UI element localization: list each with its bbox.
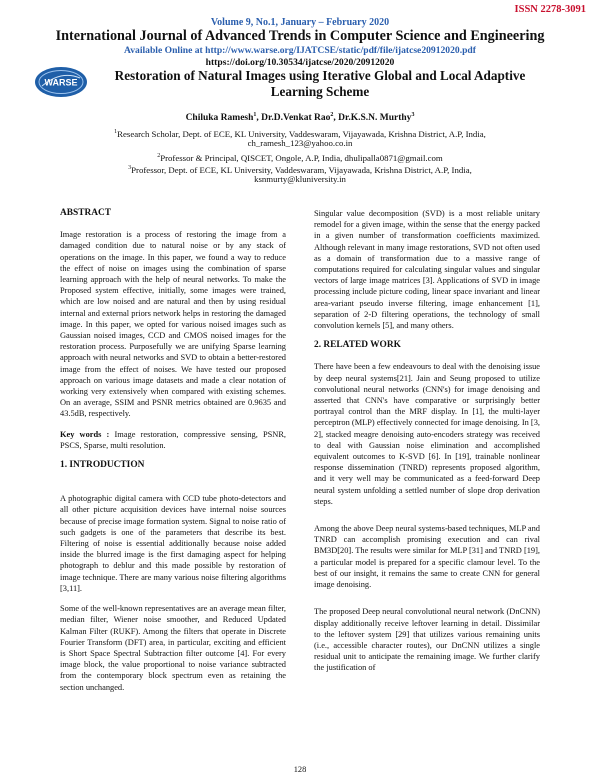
journal-title: International Journal of Advanced Trends in Computer Science and Engineering [55,28,545,44]
affiliation-1: $^1$Research Scholar, Dept. of ECE, KL University, Vaddeswaram, Vijayawada, Krishna District, A.P, India, [114,128,486,139]
keywords-text: Image restoration, compressive sensing, PSNR, PSCS, Sparse, multi resolution. [60,429,286,450]
abstract-text: Image restoration is a process of restoring the image from a damaged condition due to natural noise or by any stack of operations on the image. In this paper, we found a way to reduce the effect of noise on images using the combination of sparse learning approach with the help of neural networks. To make the Proposed system effective, initially, some images were trained, which are low noised and are natural and then by using residual internal and external priors network helps in restoring the damaged image. In this paper, we opted for various noised images such as Gaussian noised images, CCD and CMOS noised images for the restoration process. Purposefully we are unifying Sparse learning approach with neural networks and SVD to obtain a better-restored image from the effect of noises. We have tested our proposed approach on various image datasets and made a clear notation of working very extensively when compared with existing schemes. On an average, SSIM and PSNR metrics obtained are 0.9635 and 43.5dB, respectively. [60,230,286,419]
keywords [60,429,286,451]
affiliation-3: $^3$Professor, Dept. of ECE, KL University, Vaddeswaram, Vijayawada, Krishna District, A.P, India, [128,164,472,175]
svd-paragraph: Singular value decomposition (SVD) is a most reliable unitary remodel for a given image, within the sense that the energy packed in a given number of transformation coefficients maximized. Although relevant in many image restorations, SVD not often used as a domain of transformation due to a massive range of computations required for calculating singular values and singular vectors of large image matrices [3]. Applications of SVD in image processing include picture coding, linear space invariant and linear area-variant pseudo inverse filtering, image enhancement [1], separation of 2-D filtering operations, the technology of small convolution kernels [5], and many others. [314,209,540,331]
left-column [60,208,286,702]
paper-title-line2: Learning Scheme [270,84,370,99]
related-paragraph-1: There have been a few endeavours to deal with the denoising issue by deep neural systems[21]. Jain and Seung proposed to utilize convolutional neural networks (CNN's) for image denoising and asserted that CNN's have comparative or surprisingly better portrayal control than the MRF display. In [1], the multi-layer perceptron (MLP) effectively connected for image denoising. In [3, 2], stacked meagre denoising auto-encoders strategy was received to deal with Gaussian noise elimination and accomplished equivalent outcomes to K-SVD [6]. In [19], trainable nonlinear response dissemination (TNRD) represents proposed algorithm, and it very well may be communicated as a feed-forward Deep neural system unfolding a settled number of slope drop derivation steps. [314,362,540,506]
intro-paragraph-1: A photographic digital camera with CCD tube photo-detectors and all other picture acquisition devices have internal noise sources because of precise image formation system. Signal to noise ratio of such gadgets is one of the parameters that describe its best. Filtering of noise is essential additionally because noise added inside the blurred image is the first damaging aspect for helping photograph to deblur and this made possible by restoration of image technique. There are many various noise filtering algorithms [3,11]. [60,494,286,593]
intro-paragraph-2: Some of the well-known representatives are an average mean filter, median filter, Wiener noise smoother, and Reduced Updated Kalman Filter (RUKF). Among the filters that operate in Discrete Fourier Transform (DFT) area, in particular, exciting and efficient is Short Space Spectral Subtraction filter outcome [4]. For every image block, the value proportional to noise variance subtracted from the contemporary block spectrum even as retaining the section unchanged. [60,604,286,692]
affiliation-3-email: ksnmurty@kluniversity.in [254,174,346,184]
doi-link[interactable]: https://doi.org/10.30534/ijatcse/2020/20912020 [205,57,395,68]
keywords-label: Key words : [60,429,110,439]
paper-title [100,68,540,100]
warse-logo [34,66,88,98]
logo-text: WARSE [44,77,78,88]
intro-heading: 1. INTRODUCTION [60,460,145,471]
authors: Chiluka Ramesh$^1$, Dr.D.Venkat Rao$^2$, Dr.K.S.N. Murthy$^3$ [185,112,415,124]
issn-label: ISSN 2278-3091 [514,4,586,15]
right-column [314,208,540,683]
related-paragraph-3: The proposed Deep neural convolutional neural network (DnCNN) display additionally receive leftover learning in detail. Dissimilar to the leftover system [29] that utilizes various remaining units (i.e., accessible character routes), our DnCNN utilizes a single residual unit to anticipate the remaining image. We further clarify the justification of [314,607,540,673]
related-work-heading: 2. RELATED WORK [314,340,401,351]
available-online-link[interactable]: Available Online at http://www.warse.org/IJATCSE/static/pdf/file/ijatcse20912020.pdf [124,45,476,56]
affiliation-2: $^2$Professor & Principal, QISCET, Ongole, A.P, India, dhulipalla0871@gmail.com [157,152,443,163]
related-paragraph-2: Among the above Deep neural systems-based techniques, MLP and TNRD can accomplish promising execution and can rival BM3D[20]. The results were similar for MLP [31] and TNRD [19], a particular model is prepared for a specific clamour level. To the best of our insight, it remains the same to create CNN for general image denoising. [314,524,540,590]
paper-title-line1: Restoration of Natural Images using Iterative Global and Local Adaptive [114,68,526,83]
page-number: 128 [293,765,307,774]
abstract-heading: ABSTRACT [60,208,112,218]
affiliation-1-email: ch_ramesh_123@yahoo.co.in [247,138,353,148]
volume-line: Volume 9, No.1, January – February 2020 [210,17,390,28]
